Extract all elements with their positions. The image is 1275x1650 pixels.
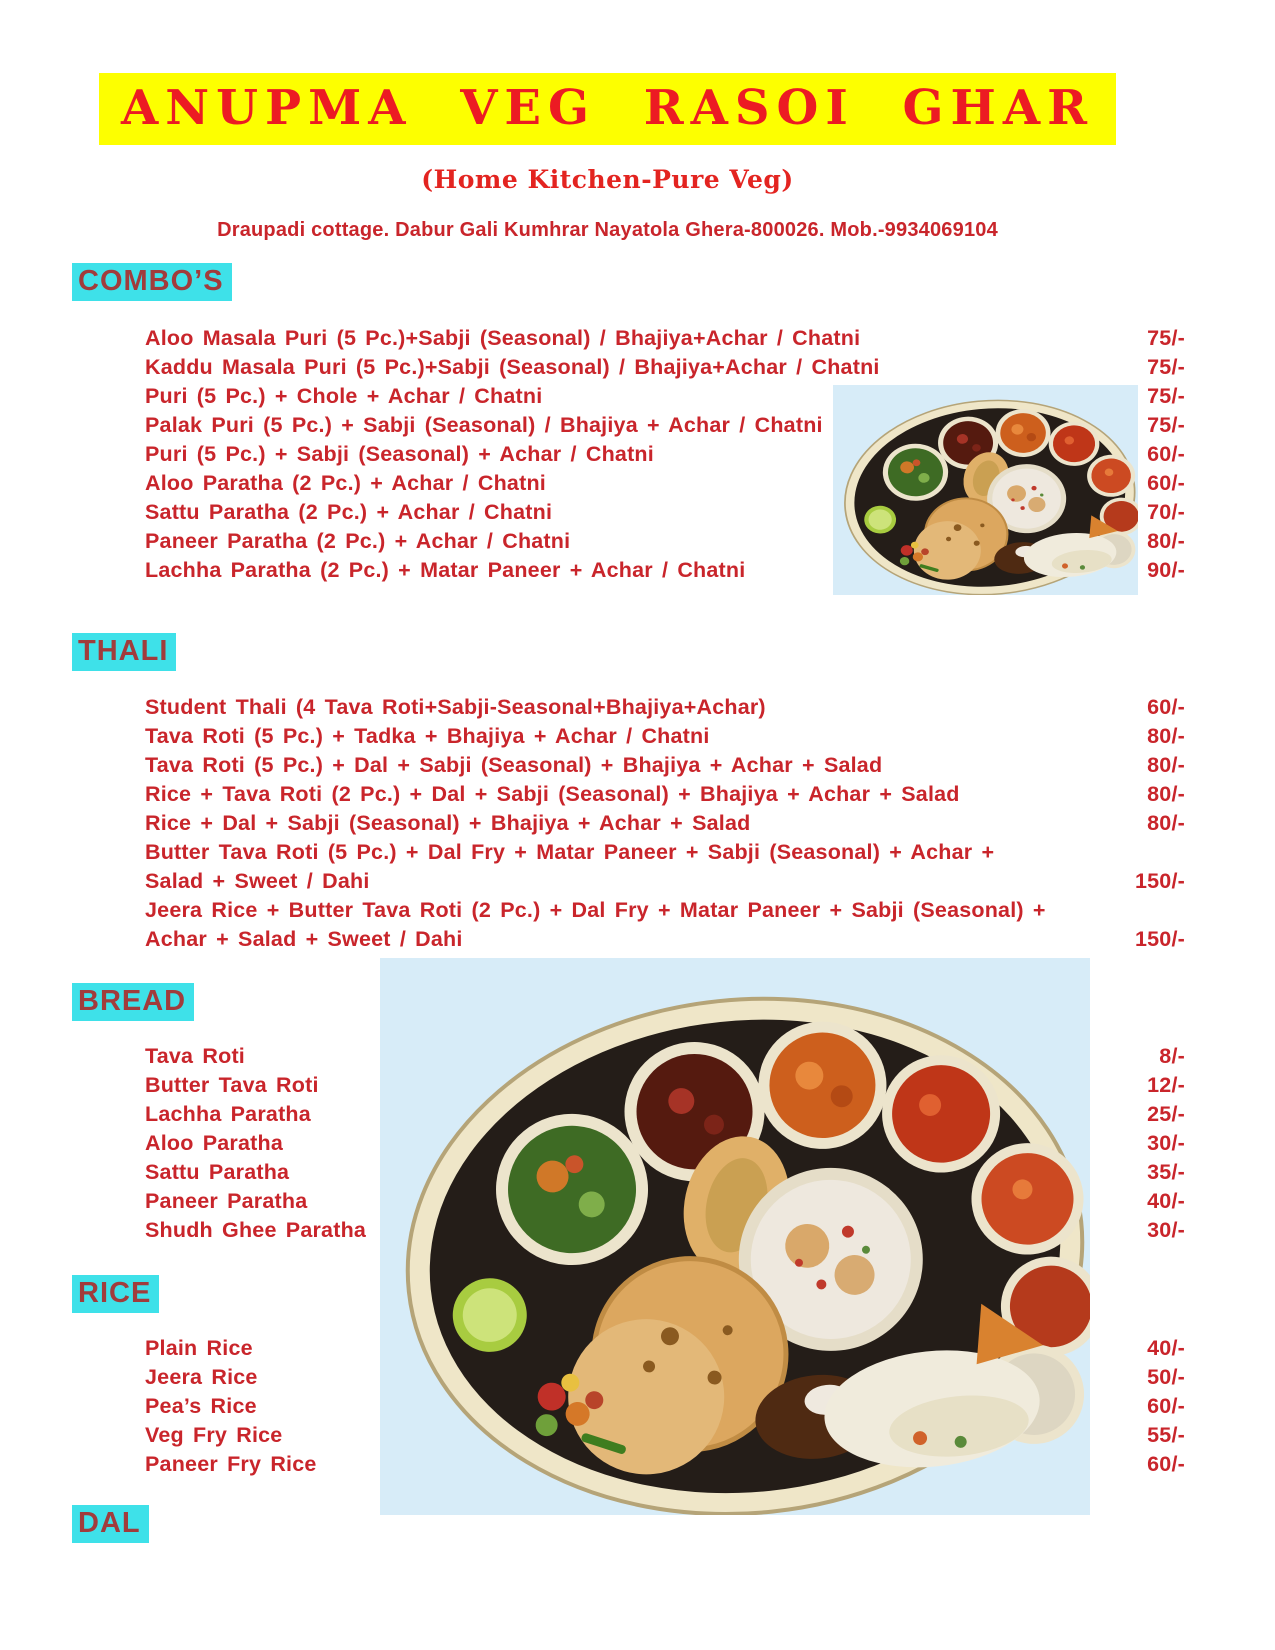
menu-item-price: 75/- (1147, 384, 1185, 408)
menu-item-name: Kaddu Masala Puri (5 Pc.)+Sabji (Seasonal) / Bhajiya+Achar / Chatni (145, 355, 880, 379)
menu-item-row (145, 1334, 1185, 1363)
menu-item-name: Tava Roti (5 Pc.) + Tadka + Bhajiya + Achar / Chatni (145, 724, 710, 748)
menu-item-price: 80/- (1147, 724, 1185, 748)
title-band (0, 73, 1215, 145)
restaurant-title: ANUPMA VEG RASOI GHAR (99, 73, 1116, 145)
menu-item-row (145, 722, 1185, 751)
menu-item-name: Puri (5 Pc.) + Sabji (Seasonal) + Achar / Chatni (145, 442, 654, 466)
menu-item-name: Pea’s Rice (145, 1394, 257, 1418)
menu-item-price: 25/- (1147, 1102, 1185, 1126)
menu-item-price: 75/- (1147, 355, 1185, 379)
menu-item-name: Aloo Masala Puri (5 Pc.)+Sabji (Seasonal) / Bhajiya+Achar / Chatni (145, 326, 861, 350)
thali-list (145, 693, 1185, 954)
menu-item-price: 30/- (1147, 1218, 1185, 1242)
menu-item-price: 80/- (1147, 811, 1185, 835)
menu-item-row (145, 353, 1185, 382)
menu-item-row (145, 809, 1185, 838)
menu-item-name: Rice + Tava Roti (2 Pc.) + Dal + Sabji (Seasonal) + Bhajiya + Achar + Salad (145, 782, 960, 806)
menu-item-price: 35/- (1147, 1160, 1185, 1184)
section-header-bread: BREAD (72, 983, 194, 1021)
menu-item-name: Tava Roti (145, 1044, 245, 1068)
menu-item-name: Butter Tava Roti (145, 1073, 319, 1097)
menu-item-name: Paneer Paratha (145, 1189, 308, 1213)
menu-item-name: Aloo Paratha (2 Pc.) + Achar / Chatni (145, 471, 546, 495)
menu-item-price: 60/- (1147, 471, 1185, 495)
menu-item-name: Jeera Rice + Butter Tava Roti (2 Pc.) + Dal Fry + Matar Paneer + Sabji (Seasonal) + (145, 898, 1046, 922)
menu-item-row (145, 867, 1185, 896)
menu-item-row (145, 1363, 1185, 1392)
menu-item-price: 55/- (1147, 1423, 1185, 1447)
address-band (0, 219, 1215, 242)
menu-item-price: 60/- (1147, 442, 1185, 466)
menu-item-row (145, 324, 1185, 353)
menu-item-price: 70/- (1147, 500, 1185, 524)
menu-item-row (145, 896, 1185, 925)
section-header-dal: DAL (72, 1505, 149, 1543)
menu-item-name: Rice + Dal + Sabji (Seasonal) + Bhajiya + Achar + Salad (145, 811, 751, 835)
menu-item-price: 80/- (1147, 782, 1185, 806)
menu-item-row (145, 925, 1185, 954)
menu-item-row (145, 1392, 1185, 1421)
combo-thali-photo (833, 385, 1138, 595)
rice-list (145, 1334, 1185, 1479)
menu-item-name: Lachha Paratha (2 Pc.) + Matar Paneer + Achar / Chatni (145, 558, 746, 582)
menu-item-price: 150/- (1134, 869, 1185, 893)
menu-item-name: Lachha Paratha (145, 1102, 311, 1126)
menu-item-name: Butter Tava Roti (5 Pc.) + Dal Fry + Matar Paneer + Sabji (Seasonal) + Achar + (145, 840, 995, 864)
menu-item-name: Veg Fry Rice (145, 1423, 283, 1447)
menu-item-name: Achar + Salad + Sweet / Dahi (145, 927, 463, 951)
menu-item-price: 60/- (1147, 695, 1185, 719)
menu-item-row (145, 838, 1185, 867)
menu-item-price: 50/- (1147, 1365, 1185, 1389)
menu-item-row (145, 780, 1185, 809)
menu-item-row (145, 1421, 1185, 1450)
menu-item-name: Tava Roti (5 Pc.) + Dal + Sabji (Seasonal) + Bhajiya + Achar + Salad (145, 753, 883, 777)
section-header-thali: THALI (72, 633, 176, 671)
menu-item-name: Salad + Sweet / Dahi (145, 869, 370, 893)
menu-item-price: 40/- (1147, 1336, 1185, 1360)
menu-item-row (145, 693, 1185, 722)
menu-item-price: 12/- (1147, 1073, 1185, 1097)
menu-item-name: Paneer Fry Rice (145, 1452, 317, 1476)
menu-item-name: Sattu Paratha (2 Pc.) + Achar / Chatni (145, 500, 553, 524)
menu-item-price: 60/- (1147, 1452, 1185, 1476)
restaurant-address: Draupadi cottage. Dabur Gali Kumhrar Nayatola Ghera-800026. Mob.-9934069104 (217, 219, 998, 241)
menu-item-name: Plain Rice (145, 1336, 253, 1360)
menu-item-name: Paneer Paratha (2 Pc.) + Achar / Chatni (145, 529, 571, 553)
restaurant-subtitle: (Home Kitchen-Pure Veg) (421, 165, 794, 194)
section-header-combos: COMBO’S (72, 263, 232, 301)
menu-item-price: 75/- (1147, 413, 1185, 437)
section-header-rice: RICE (72, 1275, 159, 1313)
menu-item-price: 75/- (1147, 326, 1185, 350)
menu-item-price: 150/- (1134, 927, 1185, 951)
menu-item-price: 60/- (1147, 1394, 1185, 1418)
menu-item-name: Puri (5 Pc.) + Chole + Achar / Chatni (145, 384, 543, 408)
menu-item-row (145, 751, 1185, 780)
menu-item-name: Student Thali (4 Tava Roti+Sabji-Seasonal+Bhajiya+Achar) (145, 695, 766, 719)
menu-item-row (145, 1450, 1185, 1479)
menu-item-name: Shudh Ghee Paratha (145, 1218, 367, 1242)
menu-item-price: 80/- (1147, 753, 1185, 777)
menu-item-name: Sattu Paratha (145, 1160, 290, 1184)
menu-item-name: Palak Puri (5 Pc.) + Sabji (Seasonal) / Bhajiya + Achar / Chatni (145, 413, 823, 437)
menu-item-name: Jeera Rice (145, 1365, 258, 1389)
menu-item-name: Aloo Paratha (145, 1131, 284, 1155)
menu-item-price: 30/- (1147, 1131, 1185, 1155)
menu-item-price: 8/- (1159, 1044, 1185, 1068)
menu-item-price: 40/- (1147, 1189, 1185, 1213)
subtitle-band (0, 165, 1215, 194)
menu-item-price: 80/- (1147, 529, 1185, 553)
menu-item-price: 90/- (1147, 558, 1185, 582)
